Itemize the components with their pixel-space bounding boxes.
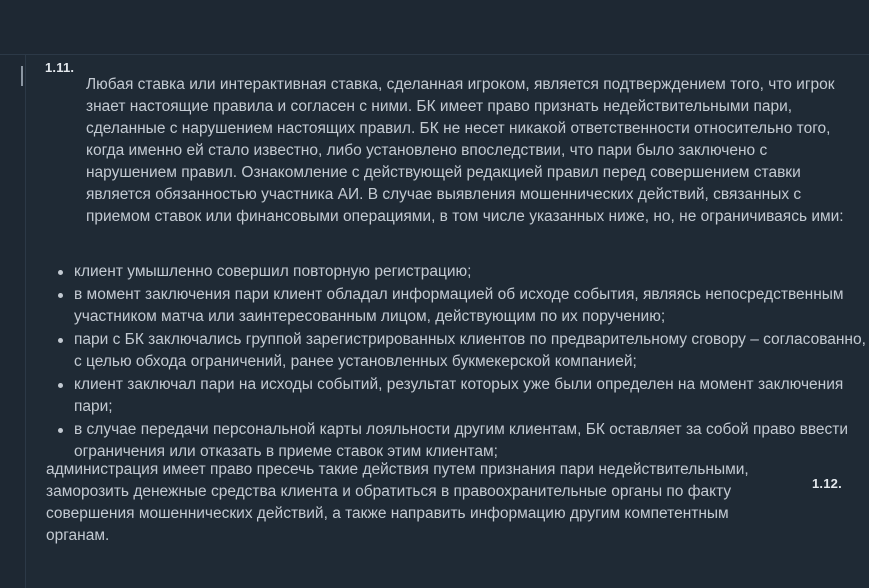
section-number-1-12: 1.12. xyxy=(812,476,842,491)
section-1-11-outro: администрация имеет право пресечь такие действия путем признания пари недействительными, заморозить денежные средства клиента и обратиться в правоохранительные органы по факту совершения мошеннических действий, а также направить информацию другим компетентным органам. xyxy=(46,461,749,544)
list-item: клиент умышленно совершил повторную регистрацию; xyxy=(46,261,866,283)
list-item: в момент заключения пари клиент обладал информацией об исходе события, являясь непосредственным участником матча или заинтересованным лицом, действующим по их поручению; xyxy=(46,284,866,328)
section-1-11-intro: Любая ставка или интерактивная ставка, сделанная игроком, является подтверждением того, что игрок знает настоящие правила и согласен с ними. БК имеет право признать недействительными пари, сделанные с нарушением настоящих правил. БК не несет никакой ответственности относительно того, когда именно ей стало известно, либо установлено впоследствии, что пари было заключено с нарушением правил. Ознакомление с действующей редакцией правил перед совершением ставки является обязанностью участника АИ. В случае выявления мошеннических действий, связанных с приемом ставок или финансовыми операциями, в том числе указанных ниже, но, не ограничиваясь ими: xyxy=(86,76,844,225)
list-item: клиент заключал пари на исходы событий, результат которых уже были определен на момент заключения пари; xyxy=(46,374,866,418)
fraud-cases-list xyxy=(46,261,866,464)
list-item: в случае передачи персональной карты лояльности другим клиентам, БК оставляет за собой право ввести ограничения или отказать в приеме ставок этим клиентам; xyxy=(46,419,866,463)
bullet-icon xyxy=(58,293,63,298)
top-bar xyxy=(0,0,869,55)
bullet-icon xyxy=(58,338,63,343)
bullet-icon xyxy=(58,270,63,275)
bullet-icon xyxy=(58,428,63,433)
scroll-marker xyxy=(21,66,23,86)
bullet-icon xyxy=(58,383,63,388)
list-item: пари с БК заключались группой зарегистрированных клиентов по предварительному сговору – согласованно, с целью обхода ограничений, ранее установленных букмекерской компанией; xyxy=(46,329,866,373)
section-number-1-11: 1.11. xyxy=(45,60,75,75)
